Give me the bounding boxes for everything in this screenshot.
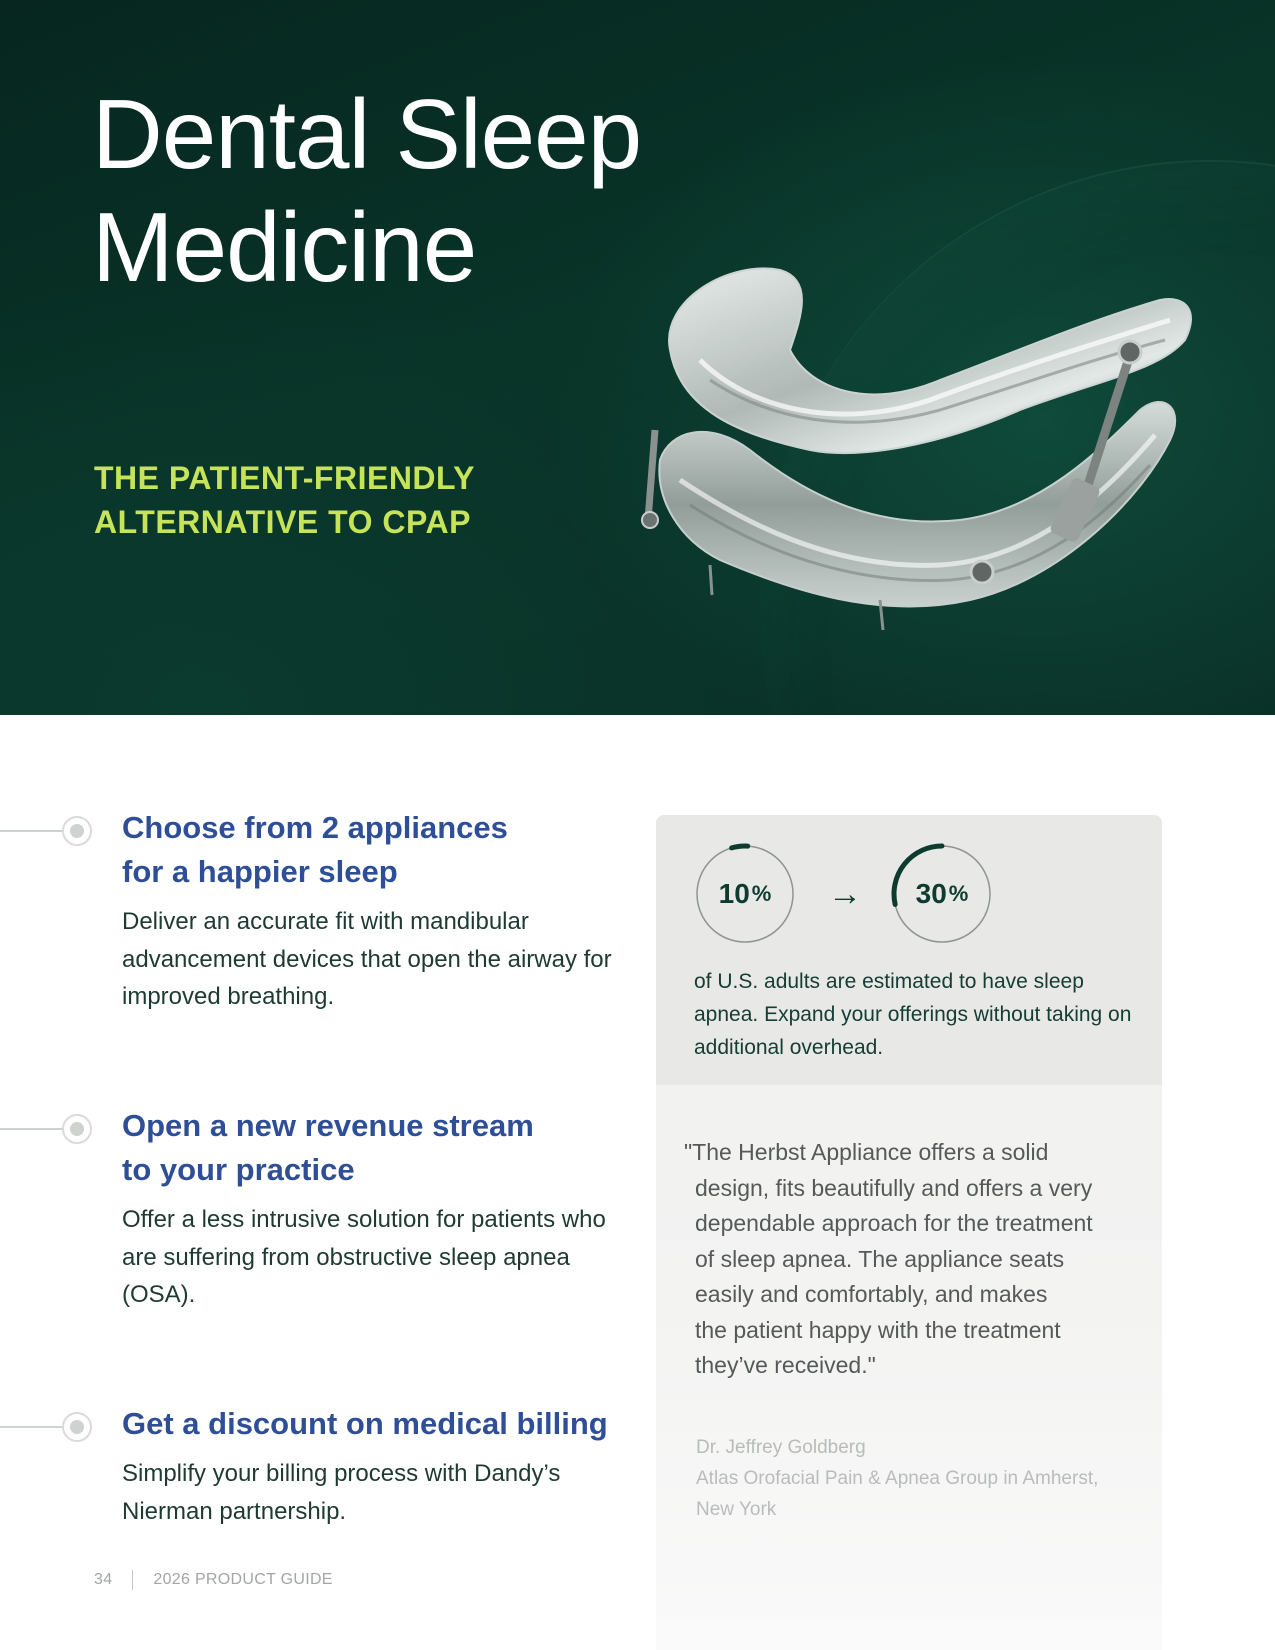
feature-body: Simplify your billing process with Dandy’s Nierman partnership. bbox=[122, 1460, 561, 1525]
hero-subtitle-line-1: THE PATIENT-FRIENDLY bbox=[94, 460, 475, 496]
feature-connector-line bbox=[0, 1128, 64, 1130]
feature-title-line-1: Choose from 2 appliances bbox=[122, 810, 508, 845]
quote-line: design, fits beautifully and offers a very bbox=[695, 1174, 1093, 1201]
feature-bullet-dot bbox=[62, 1114, 92, 1144]
page-title-line-1: Dental Sleep bbox=[92, 79, 642, 189]
feature-bullet-dot bbox=[62, 1412, 92, 1442]
quote-line: of sleep apnea. The appliance seats bbox=[695, 1245, 1065, 1272]
stat-circle-from bbox=[694, 843, 796, 945]
feature-title bbox=[122, 1104, 642, 1192]
hero-subtitle bbox=[94, 456, 475, 544]
feature-connector-line bbox=[0, 1426, 64, 1428]
footer-divider bbox=[132, 1570, 133, 1590]
feature-title-line-2: to your practice bbox=[122, 1152, 355, 1187]
hero-banner bbox=[0, 0, 1275, 715]
testimonial-org-line-1: Atlas Orofacial Pain & Apnea Group in Amherst, bbox=[696, 1468, 1099, 1489]
quote-line: the patient happy with the treatment bbox=[695, 1316, 1061, 1343]
testimonial-author: Dr. Jeffrey Goldberg bbox=[696, 1437, 866, 1458]
feature-billing bbox=[0, 1402, 640, 1542]
quote-line: easily and comfortably, and makes bbox=[695, 1281, 1048, 1307]
quote-line: "The Herbst Appliance offers a solid bbox=[684, 1139, 1049, 1165]
page-title bbox=[92, 78, 641, 304]
feature-revenue bbox=[0, 1104, 640, 1308]
quote-line: they’ve received." bbox=[695, 1352, 876, 1378]
arrow-right-icon: → bbox=[828, 875, 862, 913]
stat-box bbox=[656, 815, 1162, 1085]
feature-appliances bbox=[0, 806, 640, 1010]
testimonial-org-line-2: New York bbox=[696, 1499, 777, 1520]
feature-body: Offer a less intrusive solution for patients who are suffering from obstructive sleep apnea (OSA). bbox=[122, 1206, 606, 1308]
feature-title bbox=[122, 806, 642, 894]
quote-line: dependable approach for the treatment bbox=[695, 1210, 1093, 1236]
stat-to-number: 30 bbox=[915, 878, 947, 909]
stat-from-number: 10 bbox=[718, 878, 750, 909]
hero-subtitle-line-2: ALTERNATIVE TO CPAP bbox=[94, 504, 471, 540]
testimonial-attribution bbox=[696, 1432, 1136, 1525]
feature-title-line-1: Get a discount on medical billing bbox=[122, 1406, 608, 1441]
herbst-appliance-image bbox=[640, 260, 1220, 670]
feature-connector-line bbox=[0, 830, 64, 832]
page-title-line-2: Medicine bbox=[92, 192, 477, 302]
guide-title: 2026 PRODUCT GUIDE bbox=[153, 1571, 333, 1588]
stat-from-value bbox=[694, 843, 796, 945]
stat-to-unit: % bbox=[948, 881, 969, 906]
feature-title-line-2: for a happier sleep bbox=[122, 854, 398, 889]
feature-title bbox=[122, 1402, 642, 1446]
page-number: 34 bbox=[94, 1571, 113, 1588]
stat-from-unit: % bbox=[751, 881, 772, 906]
stat-circle-to bbox=[891, 843, 993, 945]
testimonial-quote bbox=[684, 1135, 1144, 1384]
stat-description: of U.S. adults are estimated to have sleep apnea. Expand your offerings without taking on additional overhead. bbox=[694, 970, 1132, 1059]
info-panel bbox=[656, 815, 1162, 1650]
feature-body: Deliver an accurate fit with mandibular advancement devices that open the airway for improved breathing. bbox=[122, 908, 612, 1010]
page-footer bbox=[94, 1570, 333, 1590]
feature-bullet-dot bbox=[62, 816, 92, 846]
feature-title-line-1: Open a new revenue stream bbox=[122, 1108, 534, 1143]
stat-to-value bbox=[891, 843, 993, 945]
